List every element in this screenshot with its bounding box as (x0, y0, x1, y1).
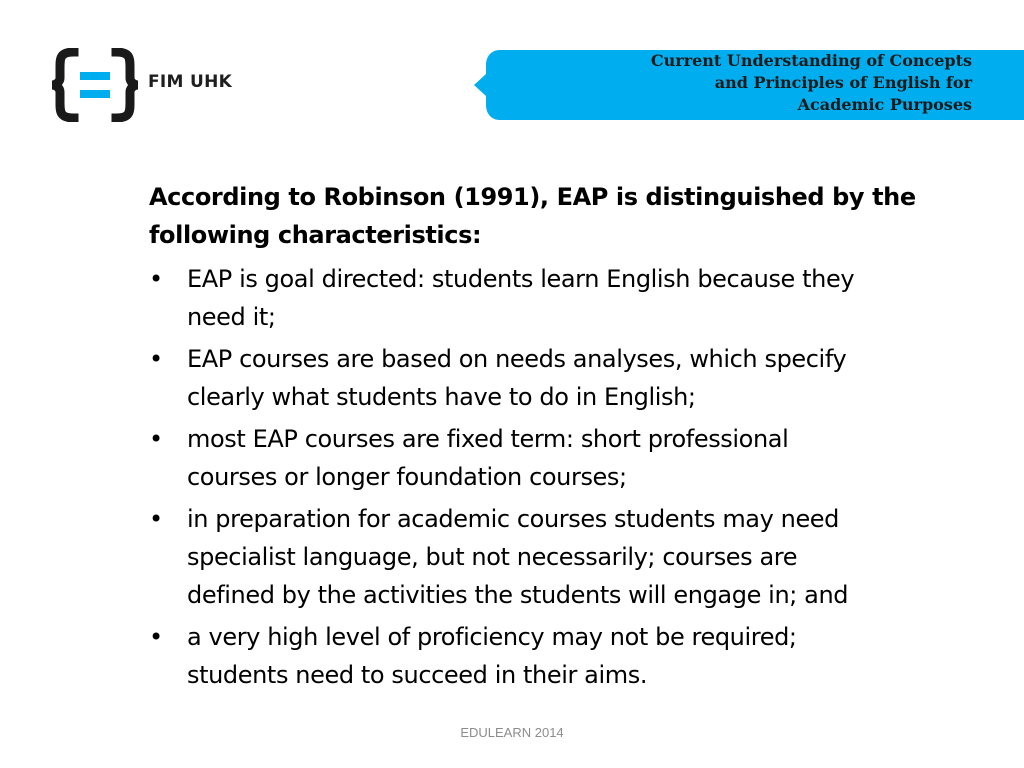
list-item-line: students need to succeed in their aims. (187, 661, 648, 689)
list-item-line: courses or longer foundation courses; (187, 463, 627, 491)
list-item (149, 500, 984, 614)
intro-line: According to Robinson (1991), EAP is distinguished by the (149, 183, 916, 211)
list-item-line: need it; (187, 303, 276, 331)
list-item (149, 420, 984, 496)
slide-title (512, 50, 972, 116)
list-item-line: specialist language, but not necessarily; courses are (187, 543, 798, 571)
title-banner (474, 50, 1024, 120)
slide-title-line: Academic Purposes (797, 95, 972, 114)
intro-text (149, 178, 984, 254)
list-item-line: defined by the activities the students will engage in; and (187, 581, 849, 609)
slide-title-line: Current Understanding of Concepts (650, 51, 972, 70)
braces-equals-icon (50, 48, 140, 122)
intro-line: following characteristics: (149, 221, 482, 249)
bullet-icon: • (149, 345, 163, 373)
list-item (149, 260, 984, 336)
list-item-line: a very high level of proficiency may not be required; (187, 623, 797, 651)
slide-title-line: and Principles of English for (714, 73, 972, 92)
slide-content (149, 178, 984, 698)
bullet-icon: • (149, 623, 163, 651)
characteristics-list (149, 260, 984, 694)
list-item-line: EAP courses are based on needs analyses, which specify (187, 345, 847, 373)
bullet-icon: • (149, 505, 163, 533)
bullet-icon: • (149, 265, 163, 293)
list-item (149, 340, 984, 416)
logo-text: FIM UHK (148, 72, 233, 92)
list-item-line: in preparation for academic courses students may need (187, 505, 840, 533)
bullet-icon: • (149, 425, 163, 453)
list-item (149, 618, 984, 694)
list-item-line: clearly what students have to do in English; (187, 383, 696, 411)
footer-text: EDULEARN 2014 (460, 725, 564, 740)
list-item-line: EAP is goal directed: students learn English because they (187, 265, 855, 293)
list-item-line: most EAP courses are fixed term: short professional (187, 425, 789, 453)
